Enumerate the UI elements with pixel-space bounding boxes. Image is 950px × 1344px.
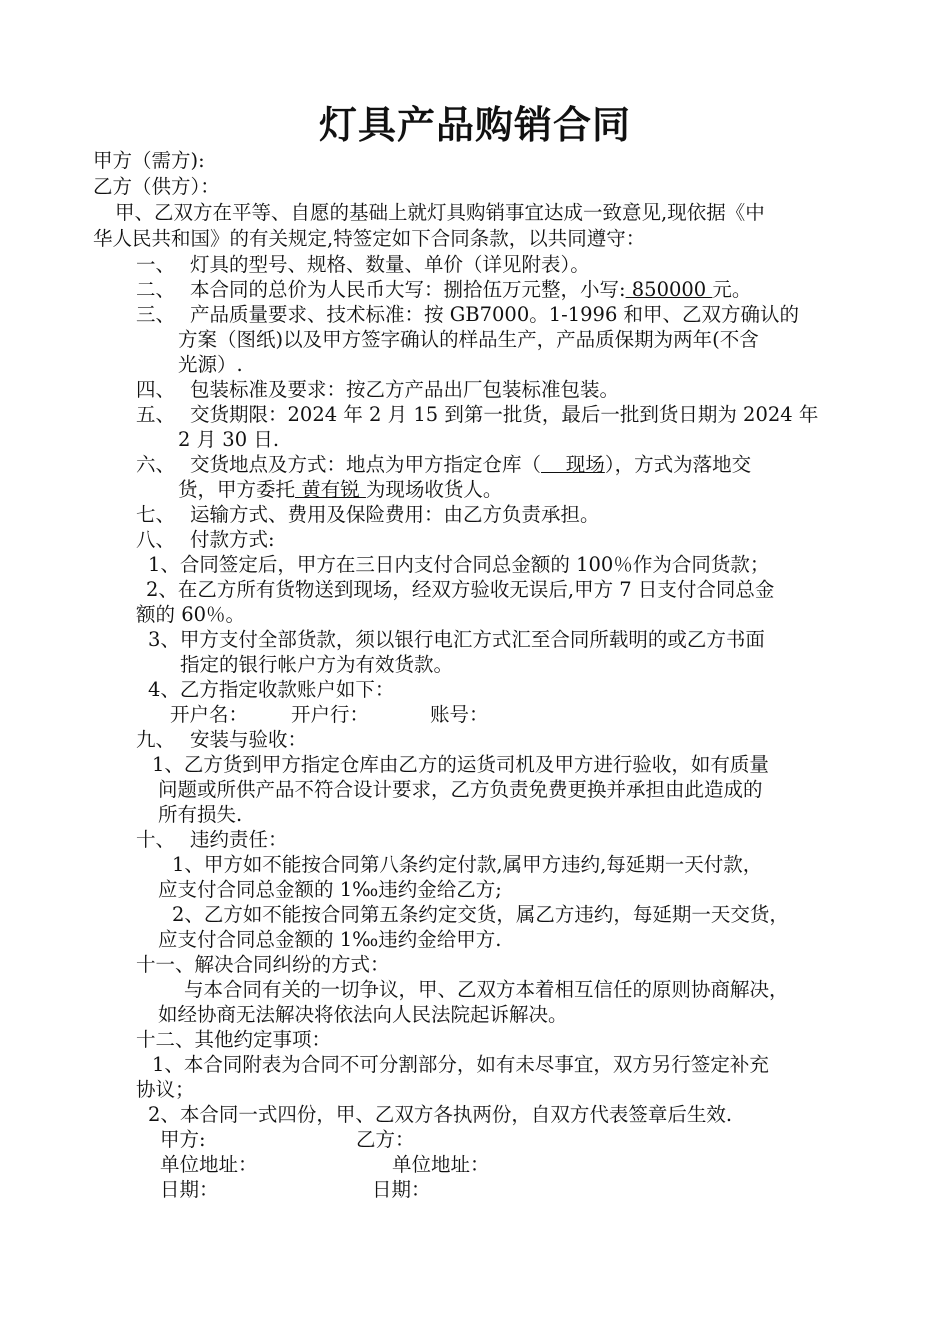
- signature-date-b: 日期：: [372, 1178, 431, 1201]
- clause-9-line-1: 1、乙方货到甲方指定仓库由乙方的运货司机及甲方进行验收，如有质量: [152, 753, 769, 776]
- clause-10-line-4: 应支付合同总金额的 1‰违约金给甲方.: [158, 928, 502, 951]
- clause-6-line-2-post: 为现场收货人。: [365, 478, 503, 501]
- clause-3-line-3: 光源）.: [178, 353, 243, 376]
- payment-item-3-cont: 指定的银行帐户方为有效货款。: [180, 653, 454, 676]
- payment-item-4: 4、乙方指定收款账户如下：: [148, 678, 395, 701]
- signature-party-b: 乙方：: [356, 1128, 415, 1151]
- clause-11-line-2: 如经协商无法解决将依法向人民法院起诉解决。: [158, 1003, 568, 1026]
- clause-8-number: 八、: [136, 528, 176, 551]
- clause-10-line-2: 应支付合同总金额的 1‰违约金给乙方;: [158, 878, 502, 901]
- party-a-line: 甲方（需方):: [93, 149, 205, 172]
- payment-item-3: 3、甲方支付全部货款，须以银行电汇方式汇至合同所载明的或乙方书面: [148, 628, 765, 651]
- clause-4-number: 四、: [136, 378, 176, 401]
- delivery-location: 现场: [541, 453, 605, 476]
- account-name-label: 开户名：: [170, 703, 249, 726]
- clause-12-line-2: 协议；: [136, 1078, 195, 1101]
- payment-item-2-cont: 额的 60％。: [136, 603, 246, 626]
- clause-7-text: 运输方式、费用及保险费用：由乙方负责承担。: [190, 503, 600, 526]
- clause-6-line-1-pre: 交货地点及方式：地点为甲方指定仓库（: [190, 453, 542, 476]
- clause-5-number: 五、: [136, 403, 176, 426]
- signature-address-a: 单位地址：: [160, 1153, 258, 1176]
- clause-3-line-1: 产品质量要求、技术标准：按 GB7000。1-1996 和甲、乙双方确认的: [190, 303, 800, 326]
- payment-item-2: 2、在乙方所有货物送到现场，经双方验收无误后,甲方 7 日支付合同总金: [146, 578, 775, 601]
- clause-12-line-1: 1、本合同附表为合同不可分割部分，如有未尽事宜，双方另行签定补充: [152, 1053, 769, 1076]
- clause-3-number: 三、: [136, 303, 176, 326]
- clause-9-heading: 安装与验收：: [190, 728, 308, 751]
- clause-9-number: 九、: [136, 728, 176, 751]
- total-amount: 850000: [625, 278, 713, 301]
- clause-11-heading: 十一、解决合同纠纷的方式：: [136, 953, 390, 976]
- clause-6-line-1: [190, 452, 751, 478]
- clause-12-heading: 十二、其他约定事项：: [136, 1028, 332, 1051]
- clause-5-line-2: 2 月 30 日.: [178, 428, 280, 451]
- clause-4-text: 包装标准及要求：按乙方产品出厂包装标准包装。: [190, 378, 620, 401]
- clause-6-number: 六、: [136, 453, 176, 476]
- clause-12-line-3: 2、本合同一式四份，甲、乙双方各执两份，自双方代表签章后生效.: [148, 1103, 733, 1126]
- clause-8-heading: 付款方式:: [190, 528, 275, 551]
- clause-9-line-2: 问题或所供产品不符合设计要求，乙方负责免费更换并承担由此造成的: [158, 778, 763, 801]
- account-number-label: 账号：: [430, 703, 489, 726]
- clause-1-text: 灯具的型号、规格、数量、单价（详见附表）。: [190, 253, 590, 276]
- receiver-name: 黄有锐: [295, 478, 366, 501]
- clause-10-heading: 违约责任：: [190, 828, 288, 851]
- clause-7-number: 七、: [136, 503, 176, 526]
- preamble-line-1: 甲、乙双方在平等、自愿的基础上就灯具购销事宜达成一致意见,现依据《中: [115, 201, 765, 224]
- clause-2-number: 二、: [136, 278, 176, 301]
- clause-5-line-1: 交货期限：2024 年 2 月 15 到第一批货，最后一批到货日期为 2024 年: [190, 403, 819, 426]
- clause-9-line-3: 所有损失.: [158, 803, 243, 826]
- payment-item-1: 1、合同签定后，甲方在三日内支付合同总金额的 100％作为合同货款；: [148, 553, 770, 576]
- document-title: 灯具产品购销合同: [318, 102, 631, 147]
- preamble-line-2: 华人民共和国》的有关规定,特签定如下合同条款，以共同遵守：: [93, 227, 646, 250]
- clause-6-line-2-pre: 货，甲方委托: [178, 478, 296, 501]
- signature-date-a: 日期：: [160, 1178, 219, 1201]
- clause-10-number: 十、: [136, 828, 176, 851]
- clause-1-number: 一、: [136, 253, 176, 276]
- clause-6-line-1-post: ），方式为落地交: [604, 453, 752, 476]
- clause-6-line-2: [178, 477, 502, 503]
- signature-party-a: 甲方:: [160, 1128, 206, 1151]
- clause-10-line-1: 1、甲方如不能按合同第八条约定付款,属甲方违约,每延期一天付款，: [172, 853, 763, 876]
- signature-address-b: 单位地址：: [392, 1153, 490, 1176]
- party-b-line: 乙方（供方）：: [93, 175, 220, 198]
- clause-11-line-1: 与本合同有关的一切争议，甲、乙双方本着相互信任的原则协商解决，: [184, 978, 789, 1001]
- clause-2-text: [190, 277, 751, 303]
- clause-3-line-2: 方案（图纸)以及甲方签字确认的样品生产，产品质保期为两年(不含: [178, 328, 759, 351]
- clause-2-text-pre: 本合同的总价为人民币大写：捌拾伍万元整，小写:: [190, 278, 626, 301]
- account-bank-label: 开户行：: [291, 703, 370, 726]
- clause-10-line-3: 2、乙方如不能按合同第五条约定交货，属乙方违约，每延期一天交货，: [172, 903, 789, 926]
- clause-2-text-post: 元。: [712, 278, 752, 301]
